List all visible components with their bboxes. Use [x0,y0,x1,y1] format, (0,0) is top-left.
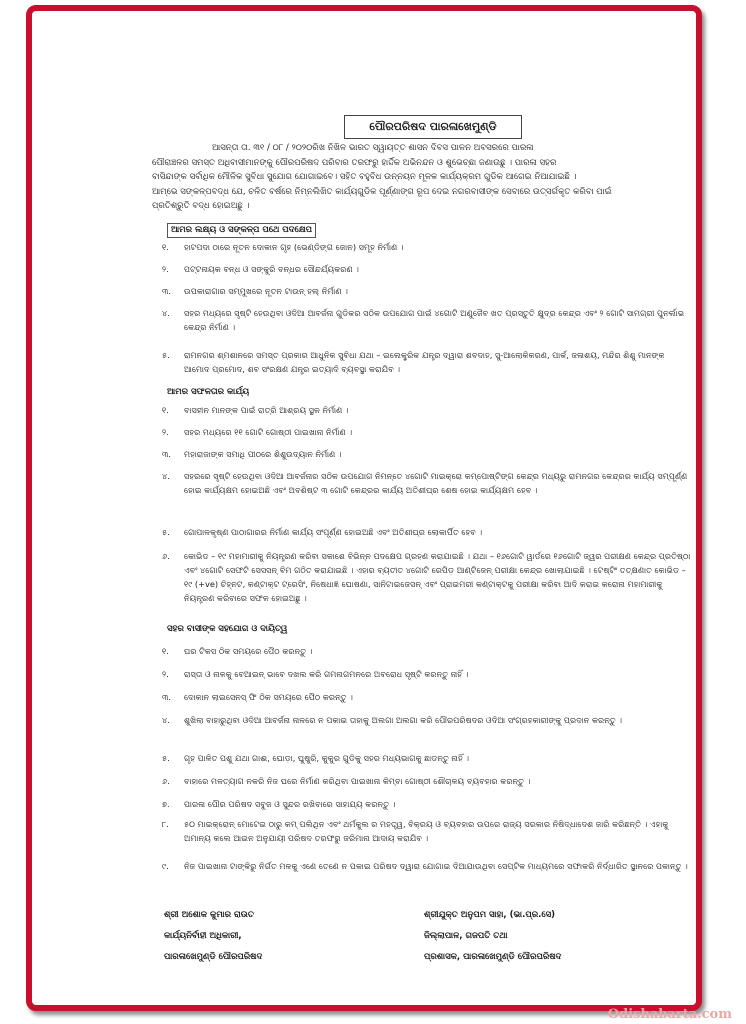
item-number: ୧. [162,646,169,656]
item-number: ୪. [162,471,170,481]
list-item [162,403,692,417]
signatory-designation: କାର୍ଯ୍ୟନିର୍ବାହୀ ଅଧିକାରୀ, [164,931,242,941]
signatory-designation: ଜିଲ୍ଲାପାଳ, ଗଜପତି ତଥା [424,931,508,941]
list-item [162,751,692,765]
item-number: ୩. [162,449,172,459]
list-item [162,469,692,497]
item-number: ୮. [162,819,169,829]
item-number: ୩. [162,692,172,702]
list-item [162,797,692,811]
page-title: ପୌରପରିଷଦ ପାରଳାଖେମୁଣ୍ଡି [344,115,522,139]
item-number: ୫. [162,350,170,360]
list-item [162,240,692,254]
item-number: ୩. [162,286,172,296]
list-item [162,549,692,605]
item-text: ସହର ମଧ୍ୟରେ ୧୧ ଗୋଟି ଗୋଷ୍ଠୀ ପାଇଖାନା ନିର୍ମାଣ । [184,427,353,437]
item-text: ଘର ଟିକସ ଠିକ ସମୟରେ ପୈଠ କରନ୍ତୁ । [184,646,313,656]
list-item [162,284,692,298]
item-number: ୪. [162,308,170,318]
section-heading-achievements: ଆମର ସଫଳତାର କାର୍ଯ୍ୟ [167,387,250,397]
signatory-office: ପାରଳାଖେମୁଣ୍ଡି ପୌରପରିଷଦ [164,952,263,962]
list-item [162,348,692,376]
document-frame [26,5,702,1011]
list-item [162,644,692,658]
list-item [162,690,692,704]
item-text: ପଟ୍ଟନାୟକ ବନ୍ଧ ଓ ସଙ୍କୁରି ବନ୍ଧର ସୌନ୍ଦର୍ଯ୍ୟକରଣ । [184,264,359,274]
item-text: ଗୃହ ପାଳିତ ପଶୁ ଯଥା ଗାଈ, ଘୋଡ଼ା, ଘୁଷୁରି, କୁକୁର ଗୁଡିକୁ ସହର ମଧ୍ୟଭାଗକୁ ଛାଡନ୍ତୁ ନାହିଁ । [184,753,470,763]
list-item [162,713,692,727]
list-item [162,525,692,539]
section-heading-goals: ଆମର ଲକ୍ଷ୍ୟ ଓ ସଙ୍କଳ୍ପ ପଥେ ପଦକ୍ଷେପ [167,223,316,238]
item-text: ସହର ମଧ୍ୟରେ ସୃଷ୍ଟି ହେଉଥିବା ଓଦିଆ ଆବର୍ଜନା ଗୁଡିକର ସଠିକ ଉପଯୋଗ ପାଇଁ ୪ଗୋଟି ଅଣୁଜୈବ ଖତ ପ୍ରସ୍ତୁତି କ୍ଷୁଦ୍ର କେନ୍ଦ୍ର ଏବଂ ୨ ଗୋଟି ସାମଗ୍ରୀ ପୁନର୍ଲାଭ କେନ୍ଦ୍ର ନିର୍ମାଣ । [184,308,685,332]
list-item [162,306,692,334]
list-item [162,774,692,788]
signatory-name: ଶ୍ରୀ ଅଶୋକ କୁମାର ରାଉତ [164,910,254,920]
list-item [162,262,692,276]
item-number: ୯. [162,861,169,871]
item-number: ୫. [162,527,170,537]
signatory-office: ପ୍ରଶାସକ, ପାରଳାଖେମୁଣ୍ଡି ପୌରପରିଷଦ [424,952,562,962]
signatory-name: ଶ୍ରୀଯୁକ୍ତ ଅନୁପମ ସାହା, (ଭା.ପ୍ର.ସେ) [424,910,556,920]
item-text: ୫୦ ମାଇକ୍ରୋନ୍ ମୋଟେଇ ଠାରୁ କମ୍ ପଲିଥିନ ଏବଂ ଥର୍ମକୁଲ ର ମହତ୍ତ୍ୱ, ବିକ୍ରୟ ଓ ବ୍ୟବହାର ଉପରେ ରାଜ୍ୟ ସରକାର ନିଷିଦ୍ଧାଦେଶ ଜାରି କରିଛନ୍ତି । ଏହାକୁ ଅମାନ୍ୟ କଲେ ଆଇନ ଅନୁଯାୟୀ ପରିଷଦ ତରଫରୁ ଜରିମାନା ଆଦାୟ କରାଯିବ । [184,819,669,843]
item-text: ଉପକାରାଗାର ସମ୍ମୁଖରେ ନୂତନ ଟାଉନ୍ ହଲ୍ ନିର୍ମାଣ । [184,286,348,296]
item-number: ୫. [162,753,170,763]
intro-line: ବାସିନ୍ଦାଙ୍କ ସର୍ବାଧିକ ମୌଳିକ ସୁବିଧା ସୁଯୋଗ ଯୋଗାଇବେ। ସହିତ ବହୁବିଧ ଉନ୍ନୟନ ମୂଳକ କାର୍ଯ୍ୟକ୍ରମ ଗୁଡିକ ଆଗେଇ ନିଆଯାଇଛି । [152,172,577,183]
intro-line: ଆସନ୍ତା ତା. ୩୧ / ୦୮ / ୨୦୨୦ରିଖ ନିଖିଳ ଭାରତ ସ୍ୱାୟତ୍ତ ଶାସନ ଦିବସ ପାଳନ ଅବସରରେ ପାରଳା [212,143,534,153]
item-number: ୪. [162,715,170,725]
intro-line: ଆମ୍ଭେ ସଙ୍କଳ୍ପବଦ୍ଧ ଯେ, ଚଳିତ ବର୍ଷରେ ନିମ୍ନଲିଖିତ କାର୍ଯ୍ୟଗୁଡିକ ପୂର୍ଣ୍ଣାଙ୍ଗ ରୂପ ଦେଇ ନଗରବାସୀଙ୍କ ସେବାରେ ଉତ୍ସର୍ଗକୃତ କରିବା ପାଇଁ [152,186,612,197]
item-number: ୨. [162,264,169,274]
item-text: ଦୋକାନ ଲାଇସେନସ୍ ଫି ଠିକ ସମୟରେ ପୈଠ କରନ୍ତୁ । [184,692,353,702]
intro-line: ପ୍ରତିଶ୍ରୁତି ବଦ୍ଧ ହୋଇଅଛୁ । [152,201,250,212]
item-number: ୬. [162,776,170,786]
item-number: ୨. [162,427,169,437]
item-text: ହାଟପଦା ଠାରେ ନୂତନ ଦୋକାନ ଗୃହ (ଭେଣ୍ଡିଙ୍ଗ ଜୋନ) ସମୂହ ନିର୍ମାଣ । [184,242,404,252]
document-body [32,11,696,1005]
item-text: ରାମନଗର ଶ୍ମଶାନରେ ସମସ୍ତ ପ୍ରକାର ଆଧୁନିକ ସୁବିଧା ଯଥା – ଇଲେକ୍ଟ୍ରିକ ଯନ୍ତ୍ର ଦ୍ୱାରା ଶବଦାହ, ସୁ-ଆଲୋକିକରଣ, ପାର୍କ, ଜଳାଶୟ, ମନ୍ଦିର ଶିଶୁ ମାନଙ୍କ ଆମୋଦ ପ୍ରମୋଦ, ଶବ ସଂରକ୍ଷଣ ଯନ୍ତ୍ର ଇତ୍ୟାଦି ବ୍ୟବସ୍ଥା କରାଯିବ । [184,350,665,374]
item-text: ନିଜ ପାଇଖାନା ଟାଙ୍କିରୁ ନିର୍ଗତ ମଳକୁ ଏଣେ ତେଣେ ନ ପକାଇ ପରିଷଦ ଦ୍ୱାରା ଯୋଗାଇ ଦିଆଯାଉଥିବା ସେପ୍ଟିକ ମାଧ୍ୟମରେ ସଫାକରି ନିର୍ଦ୍ଧାରିତ ସ୍ଥାନରେ ପକାନ୍ତୁ । [184,861,688,871]
intro-line: ପୌରାଞ୍ଚଳର ସମସ୍ତ ଅଧିବାସୀମାନଙ୍କୁ ପୌରପରିଷଦ ପରିବାର ତରଫରୁ ହାର୍ଦ୍ଦିକ ଅଭିନନ୍ଦନ ଓ ଶୁଭେଚ୍ଛା ଜଣାଉଛୁ । ପାରଳା ସହର [152,157,557,168]
list-item [162,859,692,873]
item-number: ୨. [162,669,169,679]
list-item [162,667,692,681]
list-item [162,425,692,439]
item-text: ସହରରେ ସୃଷ୍ଟି ହେଉଥିବା ଓଦିଆ ଆବର୍ଜନାର ସଠିକ ଉପଯୋଗ ନିମନ୍ତେ ୪ଗୋଟି ମାଇକ୍ରୋ କମ୍ପୋଷ୍ଟିଙ୍ଗ କେନ୍ଦ୍ର ମଧ୍ୟରୁ ରାମନଗର କେନ୍ଦ୍ରର କାର୍ଯ୍ୟ ସମ୍ପୂର୍ଣ୍ଣ ହୋଇ କାର୍ଯ୍ୟକ୍ଷମ ହୋଇଅଛି ଏବଂ ଅବଶିଷ୍ଟ ୩ ଗୋଟି କେନ୍ଦ୍ରର କାର୍ଯ୍ୟ ଅତିଶୀଘ୍ର ଶେଷ ହୋଇ କାର୍ଯ୍ୟକ୍ଷମ ହେବ । [184,471,688,495]
item-text: ଗୋପାଳକୃଷ୍ଣ ପାଠାଗାରର ନିର୍ମାଣ କାର୍ଯ୍ୟ ସଂପୂର୍ଣ୍ଣ ହୋଇଅଛି ଏବଂ ଅତିଶୀଘ୍ର ଲୋକାର୍ପିତ ହେବ । [184,527,483,537]
item-number: ୬. [162,551,170,561]
intro-paragraph [152,141,700,214]
item-text: ରାସ୍ତା ଓ ନାଳକୁ ବେଆଇନ୍ ଭାବେ ଦଖଲ କରି ଗମନାଗମନରେ ଅବରୋଧ ସୃଷ୍ଟି କରନ୍ତୁ ନାହିଁ । [184,669,469,679]
item-number: ୧. [162,242,169,252]
item-text: ମହାରାଜାଙ୍କ ସମାଧି ପୀଠରେ ଶିଶୁଉଦ୍ୟାନ ନିର୍ମାଣ । [184,449,342,459]
list-item [162,447,692,461]
item-text: କୋଭିଡ – ୧୯ ମହାମାରୀକୁ ନିୟନ୍ତ୍ରଣ କରିବା ସକାଶେ ବିଭିନ୍ନ ପଦକ୍ଷେପ ଗ୍ରହଣ କରାଯାଇଛି । ଯଥା – ୧୬ଗୋଟି ୱାର୍ଡରେ ୧୬ଗୋଟି ଜ୍ୱର ପରୀକ୍ଷଣ କେନ୍ଦ୍ର ପ୍ରତିଷ୍ଠା ଏବଂ ୪ଗୋଟି ସେଫଟି ସେସସନ୍ ବିମ ଗଠିତ କରାଯାଇଛି । ଏହାର ବ୍ୟତୀତ ୪ଗୋଟି ରେପିଡ଼ ଆଣ୍ଟିଜେନ୍ ପରୀକ୍ଷା କେନ୍ଦ୍ର ଖୋଲାଯାଇଛି । ଟେଷ୍ଟିଂ ତତ୍କ୍ଷଣାତ କୋଭିଡ – ୧୯ (+ve) ଚିହ୍ନଟ, କଣ୍ଟାକ୍ଟ ଟ୍ରେସିଂ, ନିଷେଧାଜ୍ଞ ଘୋଷଣା, ସାନିଟାଇଜେସନ୍ ଏବଂ ପ୍ରାଇମରୀ କଣ୍ଟାକ୍ଟକୁ ପରୀକ୍ଷା କରିବା ଆଦି କରାଇ କରୋନା ମହାମାରୀକୁ ନିୟନ୍ତ୍ରଣ କରିବାରେ ସଫଳ ହୋଇଅଛୁ । [184,551,691,603]
section-heading-citizen-duties: ସହର ବାସୀଙ୍କ ସହଯୋଗ ଓ ଦାୟିତ୍ୱ [167,624,288,634]
item-number: ୧. [162,405,169,415]
item-text: ପାରଳା ପୌର ପରିଷଦ ସବୁଜ ଓ ସୁନ୍ଦର ରଖିବାରେ ସାହାଯ୍ୟ କରନ୍ତୁ । [184,799,396,809]
watermark: Odishabarta.com [607,1007,732,1022]
item-text: ବାସହୀନ ମାନଙ୍କ ପାଇଁ ରାତ୍ରି ଆଶ୍ରୟ ସ୍ଥଳ ନିର୍ମାଣ । [184,405,349,415]
list-item [162,817,692,845]
item-number: ୭. [162,799,170,809]
item-text: ବାହାରେ ମଳତ୍ୟାଗ ନକରି ନିଜ ଘରେ ନିର୍ମାଣ କରିଥିବା ପାଇଖାନା କିମ୍ବା ଗୋଷ୍ଠୀ ଶୌଚାଳୟ ବ୍ୟବହାର କରନ୍ତୁ । [184,776,531,786]
item-text: ଶୁଖିଲା ବାହାରୁଥିବା ଓଦିଆ ଆବର୍ଜନା ନାଳରେ ନ ପକାଇ ତାହାକୁ ଅଲଗା ଅଲଗା କରି ପୌରପରିଷଦର ଓଦିଆ ସଂଗ୍ରହକାରୀଙ୍କୁ ପ୍ରଦାନ କରନ୍ତୁ । [184,715,623,725]
signature-right [424,908,561,964]
signature-left [164,908,262,964]
